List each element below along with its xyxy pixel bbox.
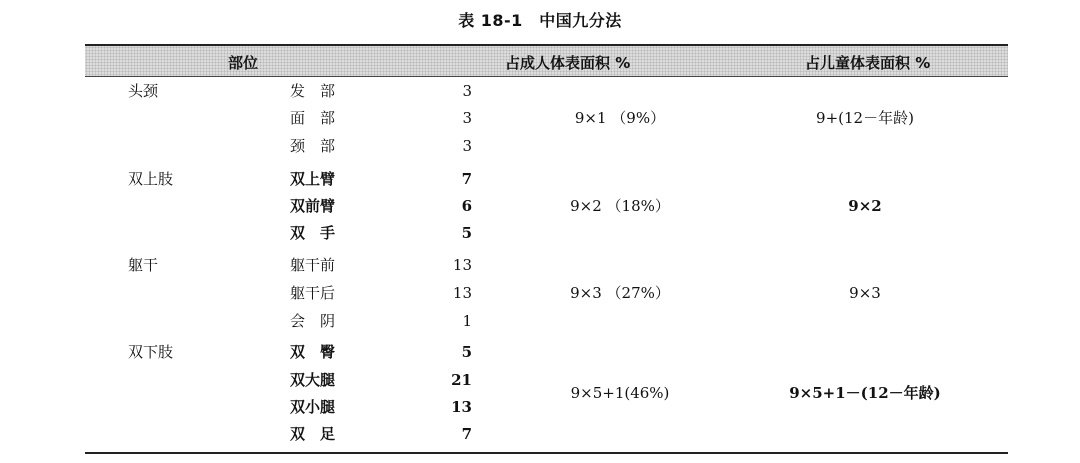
part-percent: 7 [461,425,472,443]
child-area: 9×2 [848,197,882,215]
region-label: 双下肢 [128,343,174,361]
adult-area: 9×3 （27%） [570,284,670,302]
body-part: 躯干后 [290,284,336,302]
part-percent: 13 [452,256,472,274]
body-part: 面 部 [290,109,336,127]
table-title: 表 18-1 中国九分法 [458,11,622,30]
table-header-rule [85,76,1008,77]
header-child: 占儿童体表面积 % [805,54,931,72]
header-adult: 占成人体表面积 % [505,54,631,72]
region-label: 躯干 [128,256,159,274]
part-percent: 7 [461,170,472,188]
table-header [85,46,1008,76]
body-part: 发 部 [290,82,336,100]
body-part: 双 臀 [290,343,336,361]
body-part: 双上臂 [290,170,336,188]
part-percent: 5 [461,343,472,361]
part-percent: 13 [452,284,472,302]
part-percent: 21 [451,371,472,389]
child-area: 9×3 [849,284,881,302]
part-percent: 3 [462,109,472,127]
part-percent: 3 [462,137,472,155]
header-part: 部位 [228,54,259,72]
adult-area: 9×2 （18%） [570,197,670,215]
body-part: 会 阴 [290,312,336,330]
part-percent: 1 [462,312,472,330]
body-part: 双 手 [290,224,336,242]
part-percent: 6 [461,197,472,215]
body-part: 双大腿 [290,371,336,389]
region-label: 头颈 [128,82,159,100]
region-label: 双上肢 [128,170,174,188]
adult-area: 9×1 （9%） [574,109,666,127]
body-part: 颈 部 [290,137,336,155]
body-part: 双前臂 [290,197,336,215]
table-bottom-rule [85,452,1008,454]
body-part: 双小腿 [290,398,336,416]
part-percent: 13 [451,398,472,416]
adult-area: 9×5+1(46%) [570,384,670,402]
child-area: 9+(12－年龄) [816,109,914,127]
part-percent: 5 [461,224,472,242]
body-part: 躯干前 [290,256,336,274]
child-area: 9×5+1－(12－年龄) [789,384,941,402]
body-part: 双 足 [290,425,336,443]
part-percent: 3 [462,82,472,100]
